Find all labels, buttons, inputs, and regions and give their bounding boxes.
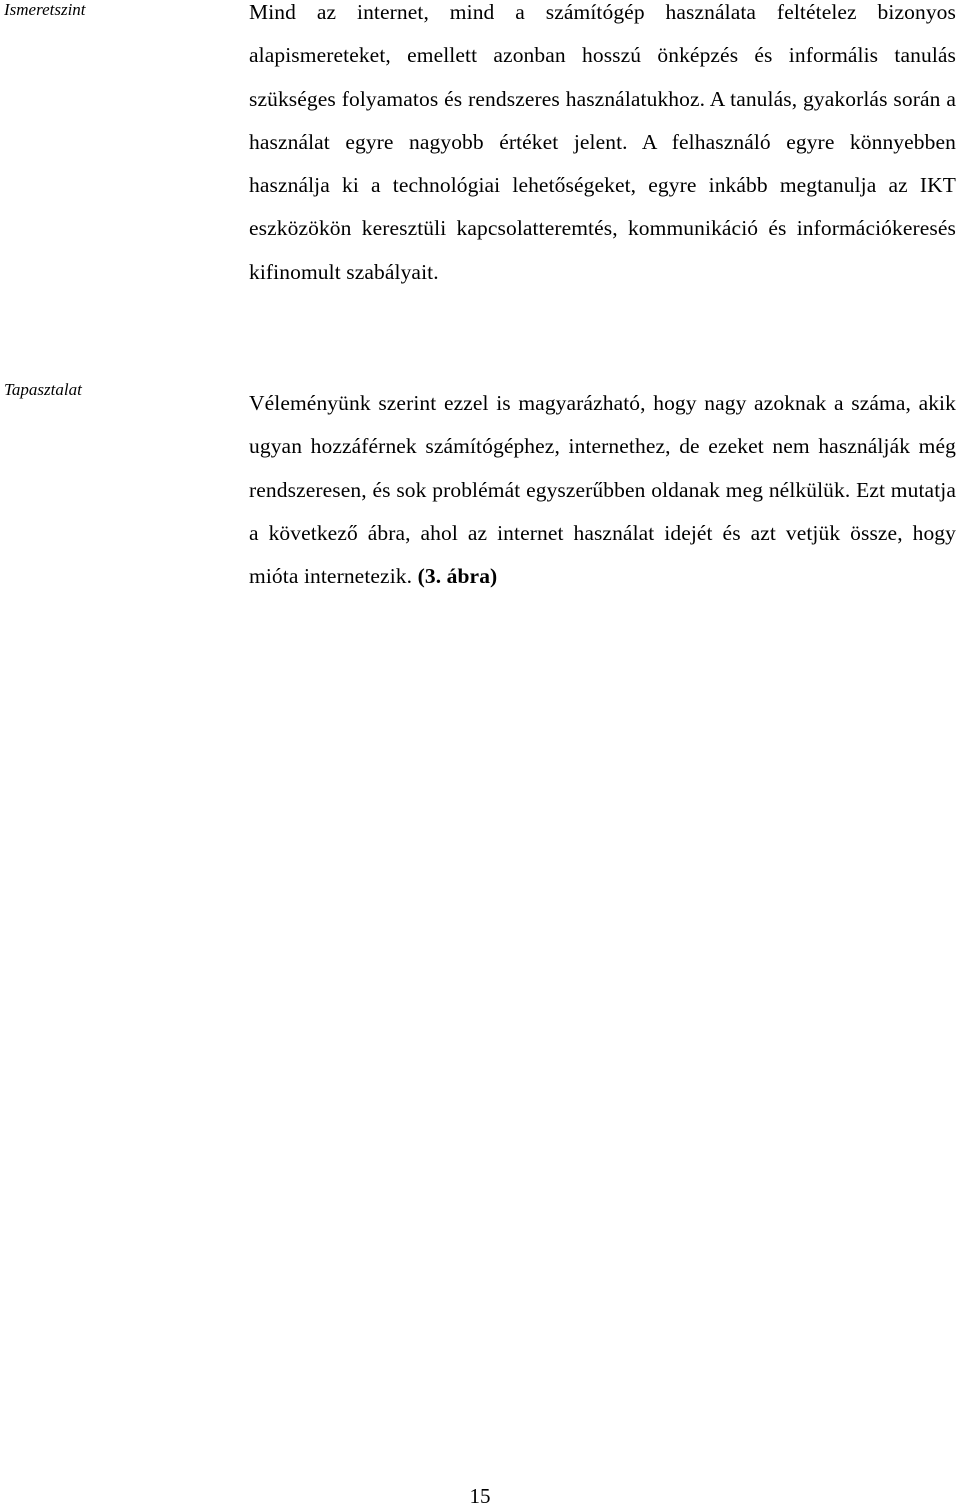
margin-label: Tapasztalat <box>4 380 82 399</box>
body-paragraph: Mind az internet, mind a számítógép használata feltételez bizonyos alapismereteket, emellett azonban hosszú önképzés és informális tanulás szükséges folyamatos és rendszeres használatukhoz. A tanulás, gyakorlás során a használat egyre nagyobb értéket jelent. A felhasználó egyre könnyebben használja ki a technológiai lehetőségeket, egyre inkább megtanulja az IKT eszközökön keresztüli kapcsolatteremtés, kommunikáció és információkeresés kifinomult szabályait. <box>249 0 956 284</box>
figure-reference: (3. ábra) <box>417 564 498 589</box>
page-number <box>0 1484 960 1508</box>
margin-label: Ismeretszint <box>4 0 86 19</box>
page-number-text: 15 <box>469 1484 491 1508</box>
body-paragraph <box>249 382 956 598</box>
paragraph-text: Véleményünk szerint ezzel is magyarázható, hogy nagy azoknak a száma, akik ugyan hozzáférnek számítógéphez, internethez, de ezeket nem használják még rendszeresen, és sok problémát egyszerűbben oldanak meg nélkülük. Ezt mutatja a következő ábra, ahol az internet használat idejét és azt vetjük össze, hogy mióta internetezik. <box>249 391 956 589</box>
